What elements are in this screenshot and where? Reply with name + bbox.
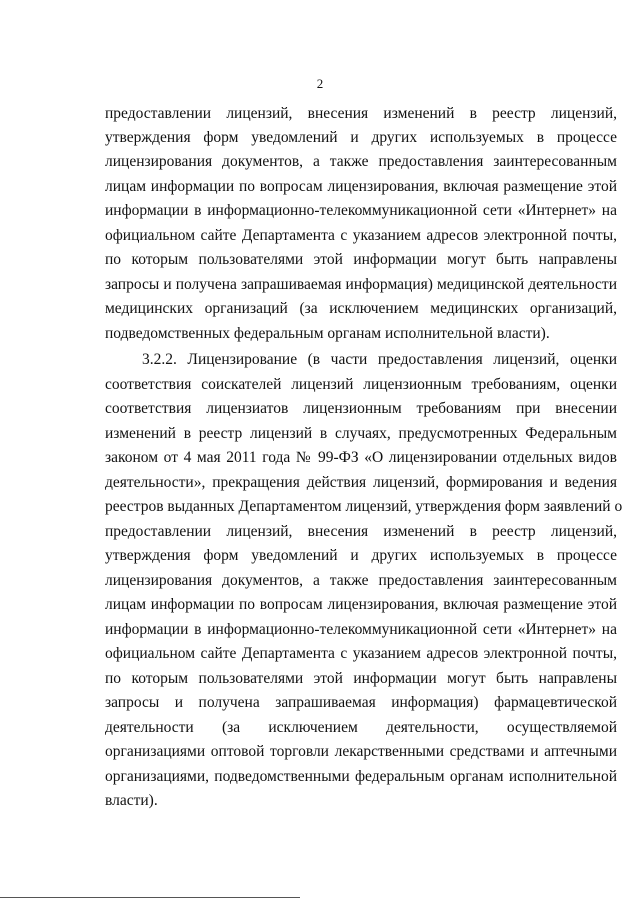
text-line: организациями оптовой торговли лекарственными средствами и аптечными — [105, 743, 617, 760]
text-line: медицинских организаций (за исключением медицинских организаций, — [105, 300, 617, 317]
page-number: 2 — [316, 76, 324, 91]
text-line: организациями, подведомственными федеральным органам исполнительной — [105, 768, 617, 785]
text-line: соответствия соискателей лицензий лицензионным требованиям, оценки — [105, 376, 617, 393]
text-line: реестров выданных Департаментом лицензий, утверждения форм заявлений о — [105, 498, 623, 515]
text-line: предоставлении лицензий, внесения изменений в реестр лицензий, — [105, 523, 617, 540]
text-line: законом от 4 мая 2011 года № 99-ФЗ «О лицензировании отдельных видов — [105, 449, 617, 466]
text-line: официальном сайте Департамента с указанием адресов электронной почты, — [105, 227, 617, 244]
text-line: информации в информационно-телекоммуникационной сети «Интернет» на — [105, 621, 617, 638]
text-line: запросы и получена запрашиваемая информация) фармацевтической — [105, 694, 617, 711]
text-line: официальном сайте Департамента с указанием адресов электронной почты, — [105, 645, 617, 662]
text-line: лицензирования документов, а также предоставления заинтересованным — [105, 153, 617, 170]
text-line: предоставлении лицензий, внесения изменений в реестр лицензий, — [105, 105, 617, 122]
text-line: подведомственных федеральным органам исполнительной власти). — [105, 325, 550, 342]
text-line: соответствия лицензиатов лицензионным требованиям при внесении — [105, 400, 617, 417]
text-line: деятельности», прекращения действия лицензий, формирования и ведения — [105, 474, 617, 491]
footer-divider — [0, 897, 300, 898]
text-line: власти). — [105, 792, 158, 809]
text-line: запросы и получена запрашиваемая информация) медицинской деятельности — [105, 276, 617, 293]
text-line: лицензирования документов, а также предоставления заинтересованным — [105, 572, 617, 589]
text-line: лицам информации по вопросам лицензирования, включая размещение этой — [105, 596, 617, 613]
text-line: информации в информационно-телекоммуникационной сети «Интернет» на — [105, 202, 617, 219]
text-line: изменений в реестр лицензий в случаях, предусмотренных Федеральным — [105, 425, 617, 442]
text-line: лицам информации по вопросам лицензирования, включая размещение этой — [105, 178, 617, 195]
text-line: по которым пользователями этой информации могут быть направлены — [105, 251, 617, 268]
text-line: 3.2.2. Лицензирование (в части предоставления лицензий, оценки — [142, 351, 617, 368]
text-line: деятельности (за исключением деятельности, осуществляемой — [105, 719, 617, 736]
text-line: утверждения форм уведомлений и других используемых в процессе — [105, 547, 617, 564]
text-line: утверждения форм уведомлений и других используемых в процессе — [105, 129, 617, 146]
text-line: по которым пользователями этой информации могут быть направлены — [105, 670, 617, 687]
